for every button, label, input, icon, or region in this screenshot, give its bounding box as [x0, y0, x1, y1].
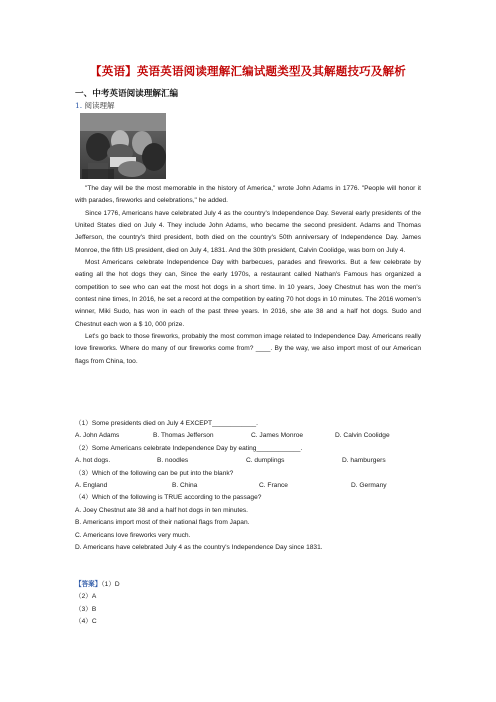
- question-stem: （1）Some presidents died on July 4 EXCEPT____________.: [75, 420, 258, 427]
- option: B. noodles: [157, 457, 189, 465]
- answer-tag: 【答案】: [75, 581, 102, 588]
- passage-paragraph: Most Americans celebrate Independence Day with barbecues, parades and fireworks. But a few celebrate by eating all the hot dogs they can, Since the early 1970s, a restaurant called Nathan's Famous has organized a competition to see who can eat the most hot dogs in a short time. In 10 years, Joey Chestnut has won the men's contest nine times, In 2016, he set a record at the competition by eating 70 hot dogs in 10 minutes. The 2016 women's winner, Miki Sudo, has won in each of the past three years. In 2016, she ate 38 and a half hot dogs. Sudo and Chestnut each won a $ 10, 000 prize.: [75, 259, 421, 328]
- option: C. dumplings: [246, 457, 285, 465]
- item-number: 1.: [75, 101, 83, 110]
- question-list: [75, 418, 421, 554]
- option-row: [75, 430, 421, 442]
- item-heading: [75, 100, 115, 111]
- document-title: 【英语】英语英语阅读理解汇编试题类型及其解题技巧及解析: [90, 64, 406, 78]
- answer-line: （2）A: [75, 593, 97, 601]
- answer-line: [75, 579, 120, 591]
- section-heading: 一、中考英语阅读理解汇编: [75, 89, 179, 99]
- photo-crowd-icon: [80, 113, 166, 179]
- answer-line: （3）B: [75, 605, 97, 613]
- option: B. Americans import most of their national flags from Japan.: [75, 519, 250, 527]
- option: D. hamburgers: [342, 457, 386, 465]
- option: B. Thomas Jefferson: [153, 432, 214, 440]
- option-row: [75, 480, 421, 492]
- question-stem: （3）Which of the following can be put into the blank?: [75, 469, 234, 477]
- passage: [75, 183, 421, 368]
- option-row: [75, 455, 421, 467]
- item-label: 阅读理解: [84, 101, 115, 110]
- answer-block: [75, 579, 120, 629]
- option: D. Calvin Coolidge: [335, 432, 390, 440]
- option: C. James Monroe: [251, 432, 304, 440]
- option: A. John Adams: [75, 432, 120, 440]
- question-stem: （2）Some Americans celebrate Independence Day by eating____________.: [75, 444, 303, 452]
- option: C. France: [259, 482, 288, 490]
- option: B. China: [172, 482, 198, 490]
- passage-paragraph: "The day will be the most memorable in the history of America," wrote John Adams in 1776. "People will honor it with parades, fireworks and celebrations," he added.: [75, 185, 421, 205]
- option: C. Americans love fireworks very much.: [75, 531, 191, 539]
- passage-paragraph: Since 1776, Americans have celebrated July 4 as the country's Independence Day. Several early presidents of the United States died on July 4. They include John Adams, who became the second president. Adams and Thomas Jefferson, the country's third president, both died on the country's 50th anniversary of Independence Day. James Monroe, the fifth US president, died on July 4, 1831. And the 30th president, Calvin Coolidge, was born on July 4.: [75, 209, 421, 254]
- passage-paragraph: Let's go back to those fireworks, probably the most common image related to Independence Day. Americans really love fireworks. Where do many of our fireworks come from? ____. By the way, we also import most of our American flags from China, too.: [75, 333, 421, 365]
- option: D. Germany: [351, 482, 387, 490]
- answer-line: （4）C: [75, 618, 97, 626]
- option: A. Joey Chestnut ate 38 and a half hot dogs in ten minutes.: [75, 506, 249, 514]
- option: A. hot dogs.: [75, 457, 111, 465]
- answer-value: （1）D: [101, 581, 120, 588]
- question-stem: （4）Which of the following is TRUE according to the passage?: [75, 494, 262, 502]
- passage-photo: [80, 113, 166, 179]
- option: D. Americans have celebrated July 4 as the country's Independence Day since 1831.: [75, 544, 323, 552]
- option: A. England: [75, 482, 108, 490]
